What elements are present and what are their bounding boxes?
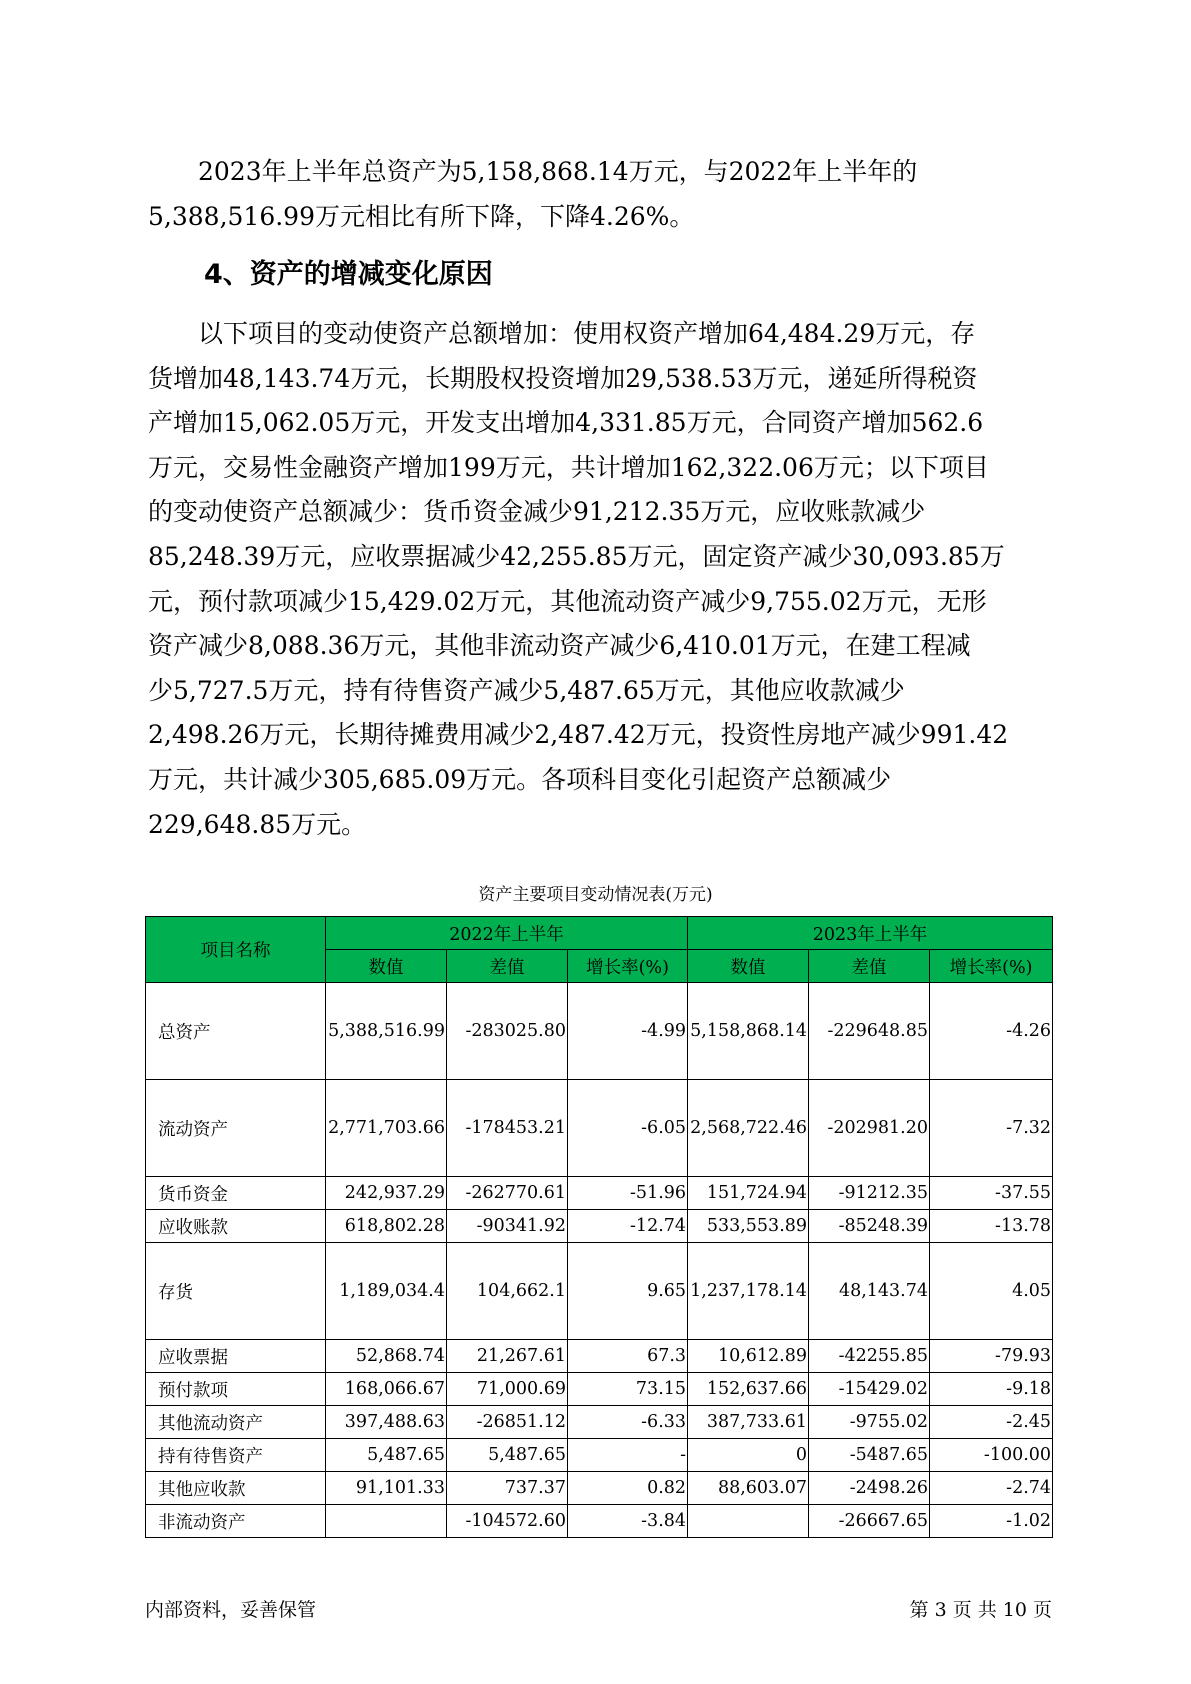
value-2023: 151,724.94 <box>688 1177 809 1210</box>
row-name: 其他应收款 <box>146 1472 326 1505</box>
diff-2022: -262770.61 <box>447 1177 568 1210</box>
footer-confidential-note: 内部资料，妥善保管 <box>145 1599 317 1621</box>
value-2022: 52,868.74 <box>326 1340 447 1373</box>
value-2023: 152,637.66 <box>688 1373 809 1406</box>
header-value-2023: 数值 <box>688 950 809 983</box>
growth-2023: -1.02 <box>930 1505 1053 1538</box>
footer-page-number: 第 3 页 共 10 页 <box>909 1599 1052 1621</box>
paragraph-line: 5,388,516.99万元相比有所下降，下降4.26%。 <box>148 201 695 231</box>
diff-2022: -26851.12 <box>447 1406 568 1439</box>
table-row <box>146 1373 1053 1406</box>
diff-2022: -104572.60 <box>447 1505 568 1538</box>
paragraph-line: 以下项目的变动使资产总额增加：使用权资产增加64,484.29万元，存 <box>198 319 976 348</box>
row-name: 存货 <box>146 1243 326 1340</box>
table-row <box>146 1439 1053 1472</box>
growth-2022: 9.65 <box>568 1243 688 1340</box>
value-2023: 533,553.89 <box>688 1210 809 1243</box>
growth-2022: -4.99 <box>568 983 688 1080</box>
growth-2023: -37.55 <box>930 1177 1053 1210</box>
diff-2023: -26667.65 <box>809 1505 930 1538</box>
growth-2022: -6.05 <box>568 1080 688 1177</box>
paragraph-line: 资产减少8,088.36万元，其他非流动资产减少6,410.01万元，在建工程减 <box>148 631 971 661</box>
summary-paragraph <box>148 150 1058 239</box>
growth-2023: -7.32 <box>930 1080 1053 1177</box>
growth-2023: -2.74 <box>930 1472 1053 1505</box>
growth-2022: -12.74 <box>568 1210 688 1243</box>
growth-2023: -79.93 <box>930 1340 1053 1373</box>
paragraph-line: 85,248.39万元，应收票据减少42,255.85万元，固定资产减少30,093.85万 <box>148 541 1005 571</box>
header-diff-2022: 差值 <box>447 950 568 983</box>
growth-2023: -9.18 <box>930 1373 1053 1406</box>
table-row <box>146 1472 1053 1505</box>
paragraph-line: 229,648.85万元。 <box>148 809 367 839</box>
row-name: 其他流动资产 <box>146 1406 326 1439</box>
value-2022: 168,066.67 <box>326 1373 447 1406</box>
diff-2022: 5,487.65 <box>447 1439 568 1472</box>
growth-2022: - <box>568 1439 688 1472</box>
diff-2023: -2498.26 <box>809 1472 930 1505</box>
row-name: 非流动资产 <box>146 1505 326 1538</box>
row-name: 货币资金 <box>146 1177 326 1210</box>
value-2022: 242,937.29 <box>326 1177 447 1210</box>
value-2022: 2,771,703.66 <box>326 1080 447 1177</box>
header-growth-2023: 增长率(%) <box>930 950 1053 983</box>
value-2022: 1,189,034.4 <box>326 1243 447 1340</box>
paragraph-line: 少5,727.5万元，持有待售资产减少5,487.65万元，其他应收款减少 <box>148 675 905 705</box>
value-2022: 5,388,516.99 <box>326 983 447 1080</box>
header-period-2022: 2022年上半年 <box>326 917 688 950</box>
value-2022: 618,802.28 <box>326 1210 447 1243</box>
diff-2022: 71,000.69 <box>447 1373 568 1406</box>
row-name: 总资产 <box>146 983 326 1080</box>
paragraph-line: 万元，交易性金融资产增加199万元，共计增加162,322.06万元；以下项目 <box>148 452 989 482</box>
paragraph-line: 产增加15,062.05万元，开发支出增加4,331.85万元，合同资产增加562.6 <box>148 408 984 438</box>
table-row <box>146 1505 1053 1538</box>
header-value-2022: 数值 <box>326 950 447 983</box>
diff-2022: 21,267.61 <box>447 1340 568 1373</box>
row-name: 预付款项 <box>146 1373 326 1406</box>
header-item-name: 项目名称 <box>146 917 326 983</box>
growth-2022: -6.33 <box>568 1406 688 1439</box>
diff-2023: -9755.02 <box>809 1406 930 1439</box>
paragraph-line: 货增加48,143.74万元，长期股权投资增加29,538.53万元，递延所得税资 <box>148 363 978 393</box>
table-row <box>146 1080 1053 1177</box>
diff-2022: -283025.80 <box>447 983 568 1080</box>
growth-2022: 0.82 <box>568 1472 688 1505</box>
paragraph-line: 2023年上半年总资产为5,158,868.14万元，与2022年上半年的 <box>198 157 918 186</box>
paragraph-line: 的变动使资产总额减少：货币资金减少91,212.35万元，应收账款减少 <box>148 497 926 527</box>
value-2023: 2,568,722.46 <box>688 1080 809 1177</box>
diff-2022: 104,662.1 <box>447 1243 568 1340</box>
table-row <box>146 1243 1053 1340</box>
paragraph-line: 2,498.26万元，长期待摊费用减少2,487.42万元，投资性房地产减少991.42 <box>148 720 1009 750</box>
table-caption: 资产主要项目变动情况表(万元) <box>478 885 713 905</box>
row-name: 应收票据 <box>146 1340 326 1373</box>
diff-2023: -202981.20 <box>809 1080 930 1177</box>
diff-2023: -15429.02 <box>809 1373 930 1406</box>
growth-2023: -100.00 <box>930 1439 1053 1472</box>
row-name: 流动资产 <box>146 1080 326 1177</box>
diff-2023: 48,143.74 <box>809 1243 930 1340</box>
table-row <box>146 983 1053 1080</box>
header-growth-2022: 增长率(%) <box>568 950 688 983</box>
diff-2023: -42255.85 <box>809 1340 930 1373</box>
diff-2023: -5487.65 <box>809 1439 930 1472</box>
paragraph-line: 元，预付款项减少15,429.02万元，其他流动资产减少9,755.02万元，无形 <box>148 586 987 616</box>
growth-2022: 67.3 <box>568 1340 688 1373</box>
diff-2023: -85248.39 <box>809 1210 930 1243</box>
growth-2023: -13.78 <box>930 1210 1053 1243</box>
growth-2023: -4.26 <box>930 983 1053 1080</box>
value-2023: 0 <box>688 1439 809 1472</box>
diff-2023: -91212.35 <box>809 1177 930 1210</box>
table-row <box>146 1177 1053 1210</box>
value-2022: 5,487.65 <box>326 1439 447 1472</box>
change-reasons-paragraph <box>148 312 1058 847</box>
table-row <box>146 1406 1053 1439</box>
row-name: 持有待售资产 <box>146 1439 326 1472</box>
growth-2023: -2.45 <box>930 1406 1053 1439</box>
value-2023: 88,603.07 <box>688 1472 809 1505</box>
table-row <box>146 1210 1053 1243</box>
section-heading: 4、资产的增减变化原因 <box>204 259 493 290</box>
growth-2022: -51.96 <box>568 1177 688 1210</box>
value-2023: 387,733.61 <box>688 1406 809 1439</box>
asset-change-table <box>145 916 1053 1538</box>
header-diff-2023: 差值 <box>809 950 930 983</box>
value-2022: 91,101.33 <box>326 1472 447 1505</box>
table-row <box>146 1340 1053 1373</box>
growth-2023: 4.05 <box>930 1243 1053 1340</box>
row-name: 应收账款 <box>146 1210 326 1243</box>
diff-2022: -178453.21 <box>447 1080 568 1177</box>
growth-2022: 73.15 <box>568 1373 688 1406</box>
diff-2022: 737.37 <box>447 1472 568 1505</box>
value-2023: 10,612.89 <box>688 1340 809 1373</box>
header-period-2023: 2023年上半年 <box>688 917 1053 950</box>
value-2023 <box>688 1505 809 1538</box>
value-2023: 5,158,868.14 <box>688 983 809 1080</box>
value-2022 <box>326 1505 447 1538</box>
growth-2022: -3.84 <box>568 1505 688 1538</box>
value-2023: 1,237,178.14 <box>688 1243 809 1340</box>
diff-2022: -90341.92 <box>447 1210 568 1243</box>
value-2022: 397,488.63 <box>326 1406 447 1439</box>
paragraph-line: 万元，共计减少305,685.09万元。各项科目变化引起资产总额减少 <box>148 764 892 794</box>
diff-2023: -229648.85 <box>809 983 930 1080</box>
